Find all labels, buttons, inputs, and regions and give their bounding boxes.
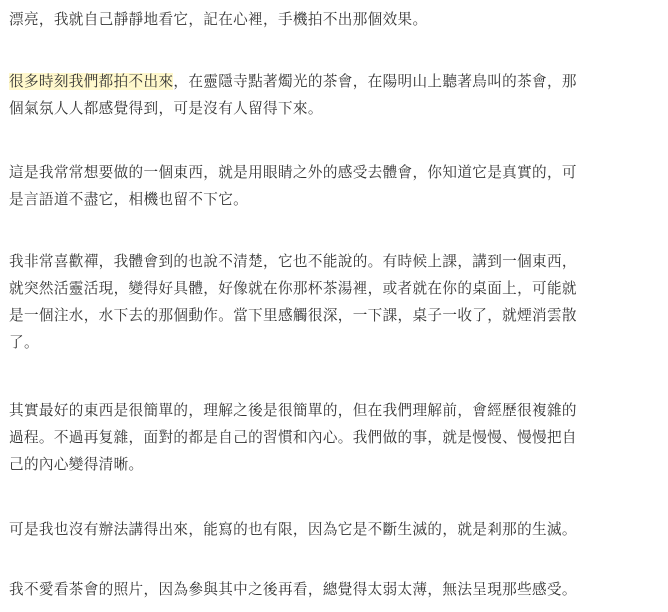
text-segment: 是言語道不盡它，相機也留不下它。 bbox=[9, 191, 249, 208]
text-line bbox=[9, 248, 659, 275]
text-segment: 個氣氛人人都感覺得到，可是沒有人留得下來。 bbox=[9, 100, 323, 117]
text-line bbox=[9, 186, 659, 213]
text-line bbox=[9, 275, 659, 302]
text-line bbox=[9, 397, 659, 424]
paragraph-2 bbox=[9, 68, 659, 122]
text-line bbox=[9, 159, 659, 186]
text-segment: 我非常喜歡禪，我體會到的也說不清楚，它也不能說的。有時候上課，講到一個東西， bbox=[9, 253, 577, 270]
paragraph-7 bbox=[9, 576, 659, 603]
highlighted-text: 很多時刻我們都拍不出來 bbox=[9, 73, 174, 90]
text-line bbox=[9, 68, 659, 95]
paragraph-6 bbox=[9, 516, 659, 543]
text-line bbox=[9, 516, 659, 543]
text-segment: 可是我也沒有辦法講得出來，能寫的也有限，因為它是不斷生滅的，就是剎那的生滅。 bbox=[9, 521, 577, 538]
text-segment: 過程。不過再复雜，面對的都是自己的習慣和內心。我們做的事，就是慢慢、慢慢把自 bbox=[9, 429, 577, 446]
text-line bbox=[9, 451, 659, 478]
text-line bbox=[9, 329, 659, 356]
text-segment: ，在靈隱寺點著燭光的茶會，在陽明山上聽著鳥叫的茶會，那 bbox=[173, 73, 577, 90]
text-segment: 其實最好的東西是很簡單的，理解之後是很簡單的，但在我們理解前，會經歷很複雜的 bbox=[9, 402, 577, 419]
text-line bbox=[9, 302, 659, 329]
text-segment: 己的內心變得清晰。 bbox=[9, 456, 144, 473]
text-line bbox=[9, 6, 659, 33]
paragraph-5 bbox=[9, 397, 659, 478]
paragraph-4 bbox=[9, 248, 659, 356]
text-line bbox=[9, 424, 659, 451]
text-line bbox=[9, 576, 659, 603]
text-segment: 就突然活靈活現，變得好具體，好像就在你那杯茶湯裡，或者就在你的桌面上，可能就 bbox=[9, 280, 577, 297]
text-segment: 這是我常常想要做的一個東西，就是用眼睛之外的感受去體會，你知道它是真實的，可 bbox=[9, 164, 577, 181]
text-segment: 漂亮，我就自己靜靜地看它，記在心裡，手機拍不出那個效果。 bbox=[9, 11, 428, 28]
paragraph-3 bbox=[9, 159, 659, 213]
text-line bbox=[9, 95, 659, 122]
text-segment: 我不愛看茶會的照片，因為參與其中之後再看，總覺得太弱太薄，無法呈現那些感受。 bbox=[9, 581, 577, 598]
paragraph-1 bbox=[9, 6, 659, 33]
text-segment: 了。 bbox=[9, 334, 39, 351]
text-segment: 是一個注水，水下去的那個動作。當下里感觸很深，一下課，桌子一收了，就煙消雲散 bbox=[9, 307, 577, 324]
